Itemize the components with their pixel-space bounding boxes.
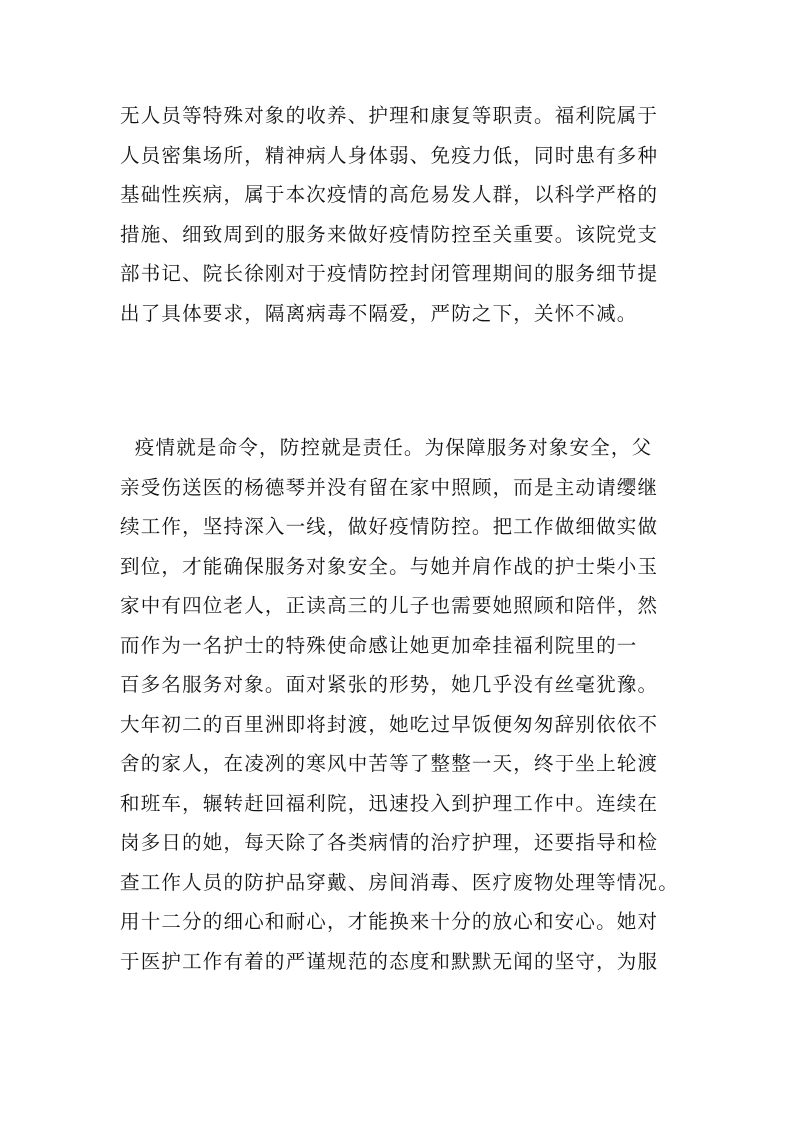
paragraph-2 <box>120 428 700 981</box>
text-line: 出了具体要求，隔离病毒不隔爱，严防之下，关怀不减。 <box>120 301 638 325</box>
text-line: 基础性疾病，属于本次疫情的高危易发人群，以科学严格的 <box>120 183 659 206</box>
text-line: 查工作人员的防护品穿戴、房间消毒、医疗废物处理等情况。 <box>120 870 679 894</box>
text-line: 人员密集场所，精神病人身体弱、免疫力低，同时患有多种 <box>120 143 659 167</box>
text-line: 亲受伤送医的杨德琴并没有留在家中照顾，而是主动请缨继 <box>120 475 659 499</box>
text-line: 而作为一名护士的特殊使命感让她更加牵挂福利院里的一 <box>120 633 638 657</box>
text-line: 续工作，坚持深入一线，做好疫情防控。把工作做细做实做 <box>120 515 659 538</box>
paragraph-1 <box>120 96 700 333</box>
text-line: 无人员等特殊对象的收养、护理和康复等职责。福利院属于 <box>120 104 659 127</box>
text-line: 舍的家人，在凌冽的寒风中苦等了整整一天，终于坐上轮渡 <box>120 752 659 775</box>
text-line: 到位，才能确保服务对象安全。与她并肩作战的护士柴小玉 <box>120 554 659 578</box>
text-line: 家中有四位老人，正读高三的儿子也需要她照顾和陪伴，然 <box>120 594 659 617</box>
text-line: 和班车，辗转赶回福利院，迅速投入到护理工作中。连续在 <box>120 791 659 815</box>
text-line: 疫情就是命令，防控就是责任。为保障服务对象安全，父 <box>120 436 653 459</box>
text-line: 百多名服务对象。面对紧张的形势，她几乎没有丝毫犹豫。 <box>120 673 659 696</box>
text-line: 用十二分的细心和耐心，才能换来十分的放心和安心。她对 <box>120 910 659 933</box>
text-line: 部书记、院长徐刚对于疫情防控封闭管理期间的服务细节提 <box>120 262 659 285</box>
text-line: 岗多日的她，每天除了各类病情的治疗护理，还要指导和检 <box>120 831 659 854</box>
text-line: 于医护工作有着的严谨规范的态度和默默无闻的坚守，为服 <box>120 949 659 973</box>
text-line: 大年初二的百里洲即将封渡，她吃过早饭便匆匆辞别依依不 <box>120 712 659 736</box>
text-line: 措施、细致周到的服务来做好疫情防控至关重要。该院党支 <box>120 222 659 246</box>
